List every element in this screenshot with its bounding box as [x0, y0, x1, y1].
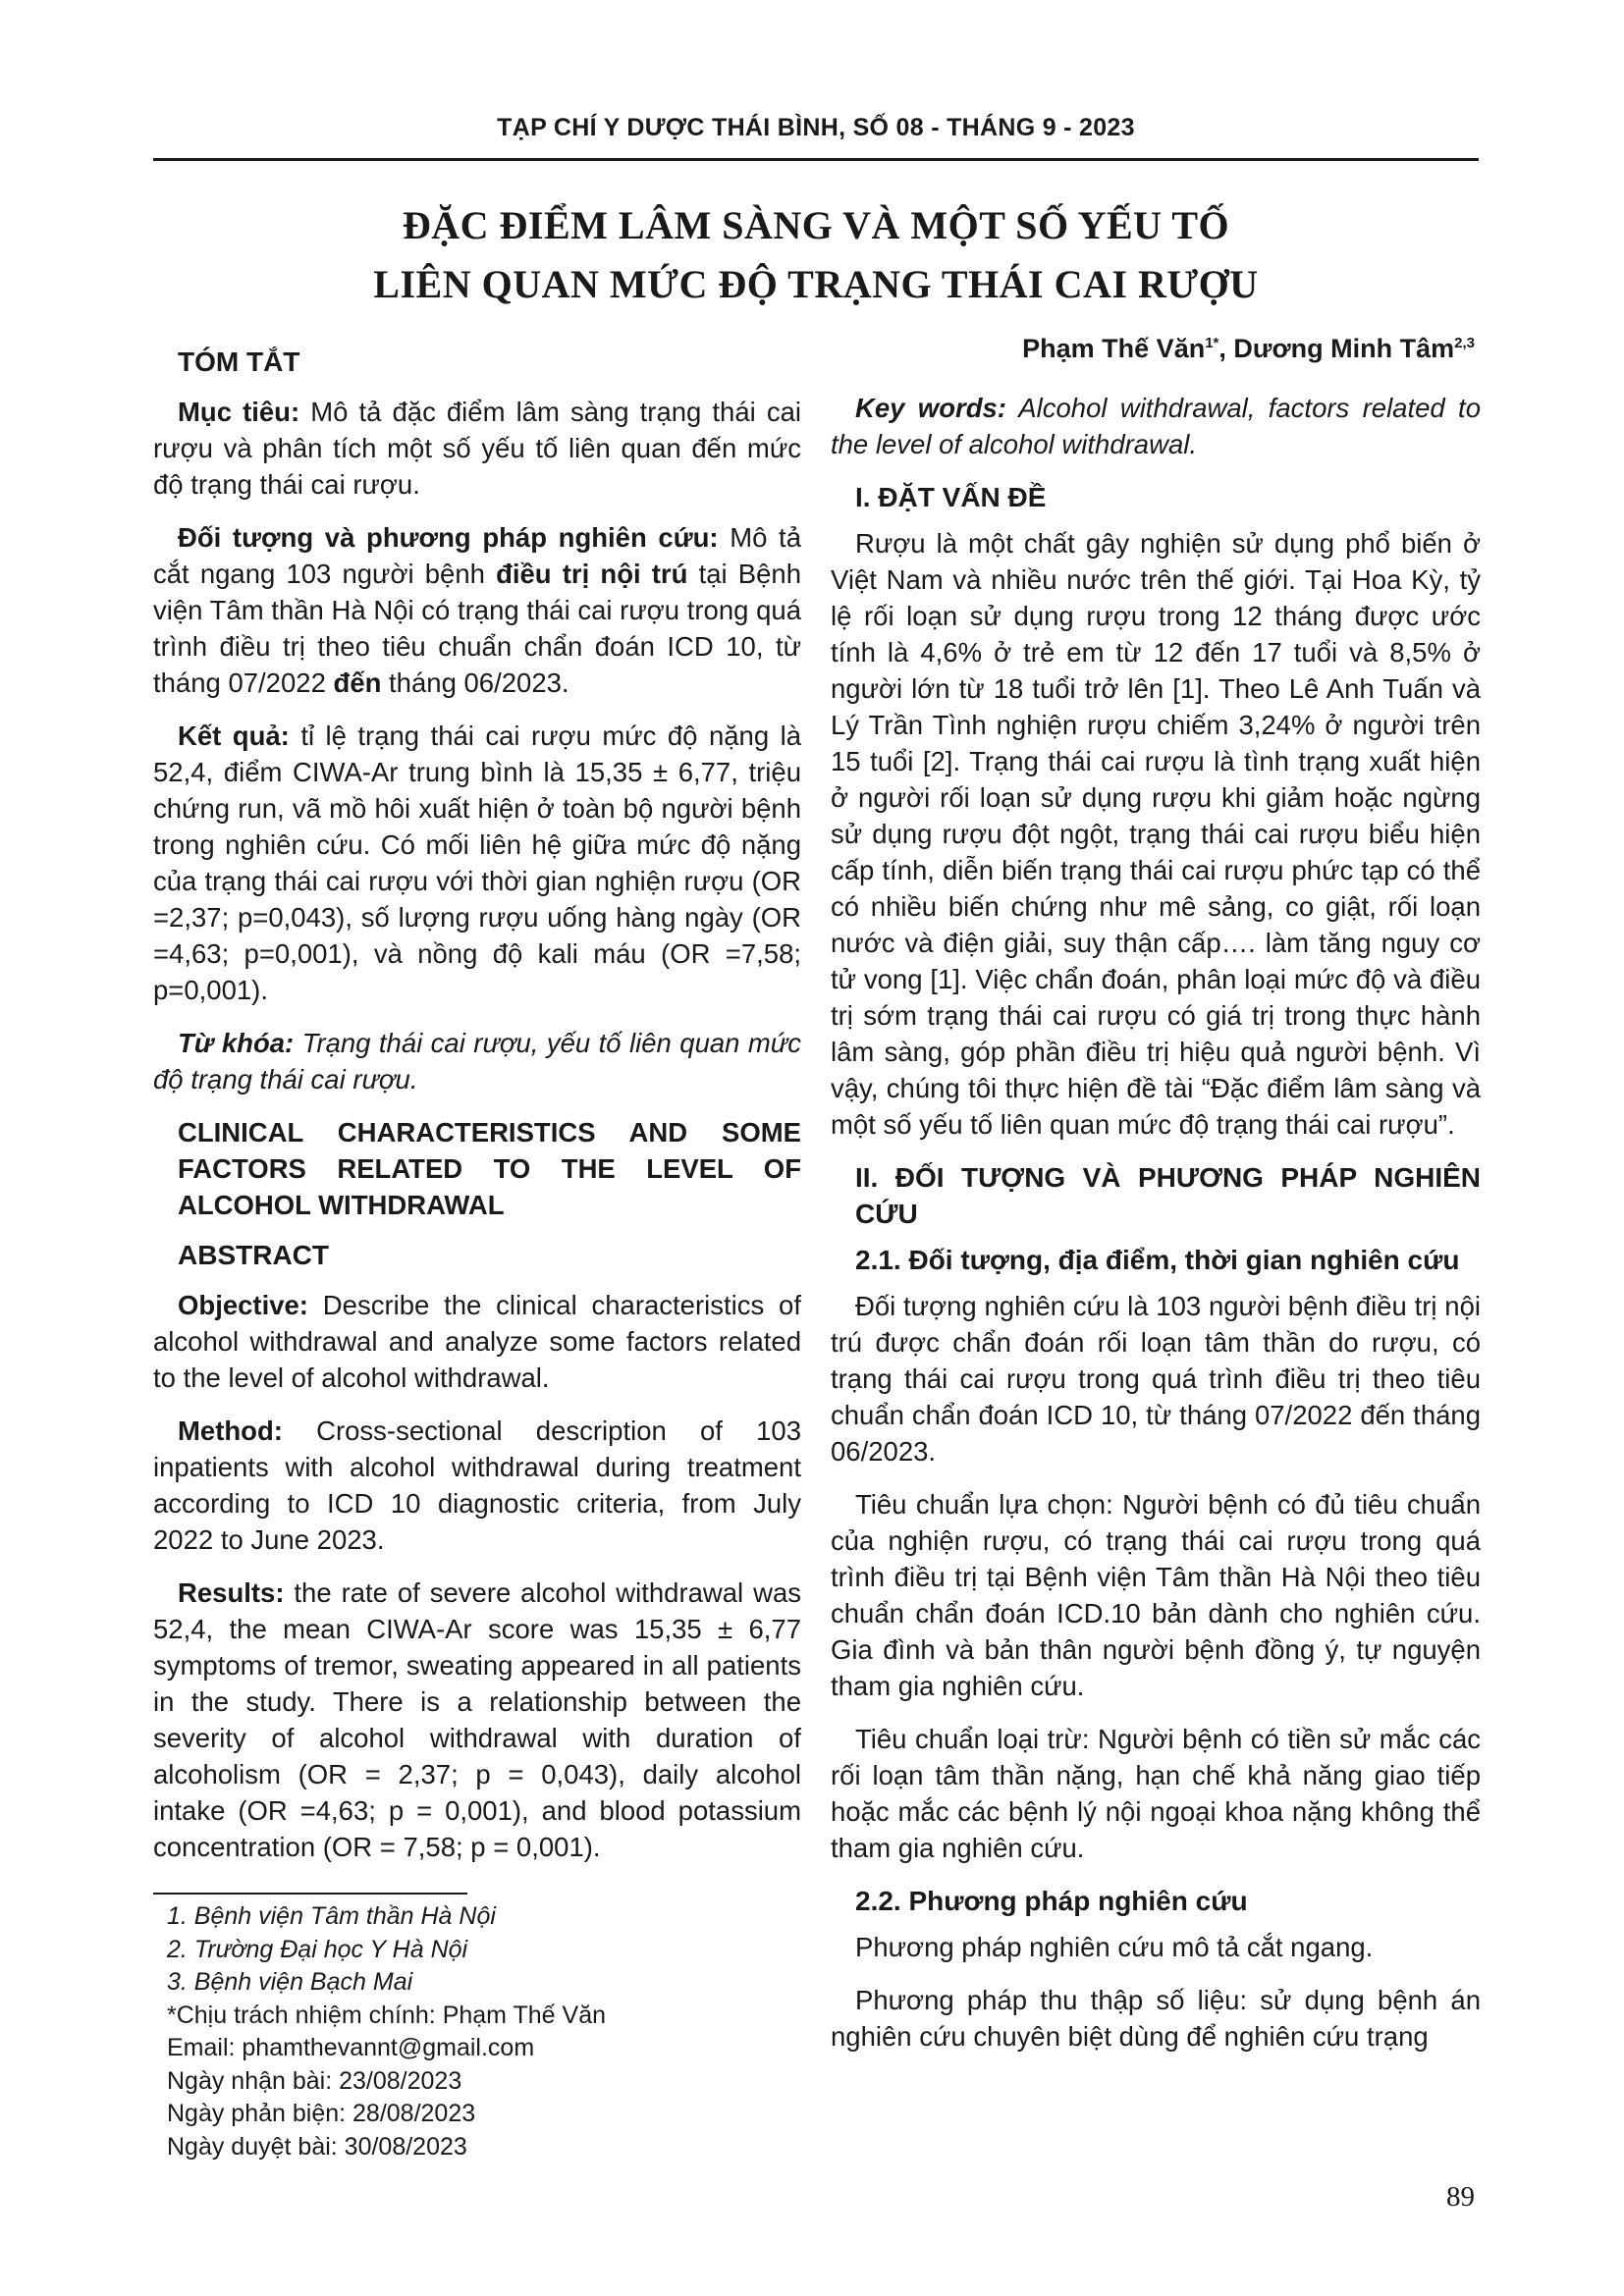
keywords-en-text: Alcohol withdrawal, factors related to the level of alcohol withdrawal. — [831, 393, 1481, 459]
methods-vn-label: Đối tượng và phương pháp nghiên cứu: — [178, 522, 719, 553]
methods-vn-text-2: tại Bệnh viện Tâm thần Hà Nội có trạng thái cai rượu trong quá trình điều trị theo tiêu chuẩn chẩn đoán ICD 10, từ tháng 07/2022 — [153, 559, 801, 698]
keywords-en-paragraph — [831, 390, 1481, 462]
article-title — [153, 196, 1479, 314]
author-1-affiliation: 1* — [1205, 335, 1219, 351]
objective-en-text: Describe the clinical characteristics of alcohol withdrawal and analyze some factors related to the level of alcohol withdrawal. — [153, 1290, 801, 1393]
section-2-1-heading: 2.1. Đối tượng, địa điểm, thời gian nghiên cứu — [855, 1245, 1460, 1275]
methods-vn-bold-1: điều trị nội trú — [496, 559, 688, 589]
english-title: CLINICAL CHARACTERISTICS AND SOME FACTORS RELATED TO THE LEVEL OF ALCOHOL WITHDRAWAL — [178, 1117, 801, 1220]
footnote-received-date: Ngày nhận bài: 23/08/2023 — [167, 2066, 462, 2095]
results-vn-text: tỉ lệ trạng thái cai rượu mức độ nặng là 52,4, điểm CIWA-Ar trung bình là 15,35 ± 6,77, triệu chứng run, vã mồ hôi xuất hiện ở toàn bộ người bệnh trong nghiên cứu. Có mối liên hệ giữa mức độ nặng của trạng thái cai rượu với thời gian nghiện rượu (OR =2,37; p=0,043), số lượng rượu uống hàng ngày (OR =4,63; p=0,001), và nồng độ kali máu (OR =7,58; p=0,001). — [153, 721, 802, 1005]
right-column — [831, 390, 1481, 2071]
results-en-text: the rate of severe alcohol withdrawal was 52,4, the mean CIWA-Ar score was 15,35 ± 6,77 symptoms of tremor, sweating appeared in all patients in the study. There is a relationship between the severity of alcohol withdrawal with duration of alcoholism (OR = 2,37; p = 0,043), daily alcohol intake (OR =4,63; p = 0,001), and blood potassium concentration (OR = 7,58; p = 0,001). — [153, 1577, 801, 1862]
keywords-vn-text: Trạng thái cai rượu, yếu tố liên quan mức độ trạng thái cai rượu. — [153, 1028, 801, 1095]
objective-en-paragraph — [153, 1287, 801, 1396]
left-column — [153, 344, 801, 1882]
methods-vn-paragraph — [153, 519, 801, 701]
footnote-affiliation-3: 3. Bệnh viện Bạch Mai — [167, 1968, 413, 1996]
author-separator: , — [1218, 334, 1234, 363]
author-1: Phạm Thế Văn — [1022, 334, 1206, 363]
section-1-heading: I. ĐẶT VẤN ĐỀ — [855, 482, 1047, 512]
journal-header: TẠP CHÍ Y DƯỢC THÁI BÌNH, SỐ 08 - THÁNG 9 - 2023 — [497, 114, 1135, 141]
section-2-2-paragraph-1: Phương pháp nghiên cứu mô tả cắt ngang. — [855, 1932, 1374, 1962]
method-en-paragraph — [153, 1413, 801, 1558]
methods-vn-text-1: Mô tả cắt ngang 103 người bệnh — [153, 522, 801, 589]
results-en-label: Results: — [178, 1577, 285, 1608]
objective-vn-label: Mục tiêu: — [178, 397, 300, 427]
method-en-text: Cross-sectional description of 103 inpatients with alcohol withdrawal during treatment according to ICD 10 diagnostic criteria, from July 2022 to June 2023. — [153, 1415, 801, 1555]
section-2-heading: II. ĐỐI TƯỢNG VÀ PHƯƠNG PHÁP NGHIÊN CỨU — [855, 1162, 1481, 1229]
results-vn-paragraph — [153, 718, 801, 1008]
keywords-vn-paragraph — [153, 1025, 801, 1097]
footnote-email: Email: phamthevannt@gmail.com — [167, 2034, 535, 2061]
footnote-affiliation-2: 2. Trường Đại học Y Hà Nội — [167, 1935, 468, 1963]
abstract-heading: ABSTRACT — [178, 1240, 329, 1270]
author-2: Dương Minh Tâm — [1233, 334, 1455, 363]
section-2-2-heading: 2.2. Phương pháp nghiên cứu — [855, 1886, 1248, 1916]
article-title-line-1: ĐẶC ĐIỂM LÂM SÀNG VÀ MỘT SỐ YẾU TỐ — [402, 203, 1230, 247]
footnote-rule — [153, 1893, 467, 1895]
keywords-vn-label: Từ khóa: — [178, 1028, 295, 1058]
results-vn-label: Kết quả: — [178, 721, 290, 751]
keywords-en-label: Key words: — [855, 393, 1006, 423]
method-en-label: Method: — [178, 1415, 283, 1446]
objective-vn-text: Mô tả đặc điểm lâm sàng trạng thái cai rượu và phân tích một số yếu tố liên quan đến mức độ trạng thái cai rượu. — [153, 397, 801, 500]
section-1-paragraph: Rượu là một chất gây nghiện sử dụng phổ biến ở Việt Nam và nhiều nước trên thế giới. Tại Hoa Kỳ, tỷ lệ rối loạn sử dụng rượu trong 12 tháng được ước tính là 4,6% ở trẻ em từ 12 đến 17 tuổi và 8,5% ở người lớn từ 18 tuổi trở lên [1]. Theo Lê Anh Tuấn và Lý Trần Tình nghiện rượu chiếm 3,24% ở người trên 15 tuổi [2]. Trạng thái cai rượu là tình trạng xuất hiện ở người rối loạn sử dụng rượu khi giảm hoặc ngừng sử dụng rượu đột ngột, trạng thái cai rượu biểu hiện cấp tính, diễn biến trạng thái cai rượu phức tạp có thể có nhiều biến chứng như mê sảng, co giật, rối loạn nước và điện giải, suy thận cấp…. làm tăng nguy cơ tử vong [1]. Việc chẩn đoán, phân loại mức độ và điều trị sớm trạng thái cai rượu có giá trị trong thực hành lâm sàng, góp phần điều trị hiệu quả người bệnh. Vì vậy, chúng tôi thực hiện đề tài “Đặc điểm lâm sàng và một số yếu tố liên quan mức độ trạng thái cai rượu”. — [831, 528, 1481, 1140]
author-2-affiliation: 2,3 — [1454, 335, 1475, 351]
methods-vn-text-3: tháng 06/2023. — [381, 667, 569, 698]
footnote-accepted-date: Ngày duyệt bài: 30/08/2023 — [167, 2132, 467, 2161]
section-2-1-paragraph-1: Đối tượng nghiên cứu là 103 người bệnh điều trị nội trú được chẩn đoán rối loạn tâm thần do rượu, có trạng thái cai rượu trong quá trình điều trị theo tiêu chuẩn chẩn đoán ICD 10, từ tháng 07/2022 đến tháng 06/2023. — [831, 1291, 1481, 1467]
header-rule — [153, 158, 1479, 161]
objective-en-label: Objective: — [178, 1290, 308, 1320]
objective-vn-paragraph — [153, 394, 801, 503]
article-title-line-2: LIÊN QUAN MỨC ĐỘ TRẠNG THÁI CAI RƯỢU — [373, 262, 1259, 306]
section-2-1-paragraph-2: Tiêu chuẩn lựa chọn: Người bệnh có đủ tiêu chuẩn của nghiện rượu, có trạng thái cai rượu trong quá trình điều trị tại Bệnh viện Tâm thần Hà Nội theo tiêu chuẩn chẩn đoán ICD.10 bản dành cho nghiên cứu. Gia đình và bản thân người bệnh đồng ý, tự nguyện tham gia nghiên cứu. — [831, 1489, 1481, 1701]
footnote-reviewed-date: Ngày phản biện: 28/08/2023 — [167, 2100, 476, 2127]
results-en-paragraph — [153, 1575, 801, 1865]
methods-vn-bold-2: đến — [333, 667, 382, 698]
author-list — [1022, 334, 1475, 364]
summary-heading: TÓM TẮT — [178, 347, 300, 377]
footnote-affiliation-1: 1. Bệnh viện Tâm thần Hà Nội — [167, 1902, 496, 1930]
page-number: 89 — [1446, 2181, 1475, 2213]
section-2-2-paragraph-2: Phương pháp thu thập số liệu: sử dụng bệnh án nghiên cứu chuyên biệt dùng để nghiên cứu trạng — [831, 1985, 1481, 2052]
footnote-corresponding-author: *Chịu trách nhiệm chính: Phạm Thế Văn — [167, 2001, 607, 2029]
section-2-1-paragraph-3: Tiêu chuẩn loại trừ: Người bệnh có tiền sử mắc các rối loạn tâm thần nặng, hạn chế khả năng giao tiếp hoặc mắc các bệnh lý nội ngoại khoa nặng không thể tham gia nghiên cứu. — [831, 1724, 1481, 1863]
footnotes — [167, 1900, 606, 2163]
